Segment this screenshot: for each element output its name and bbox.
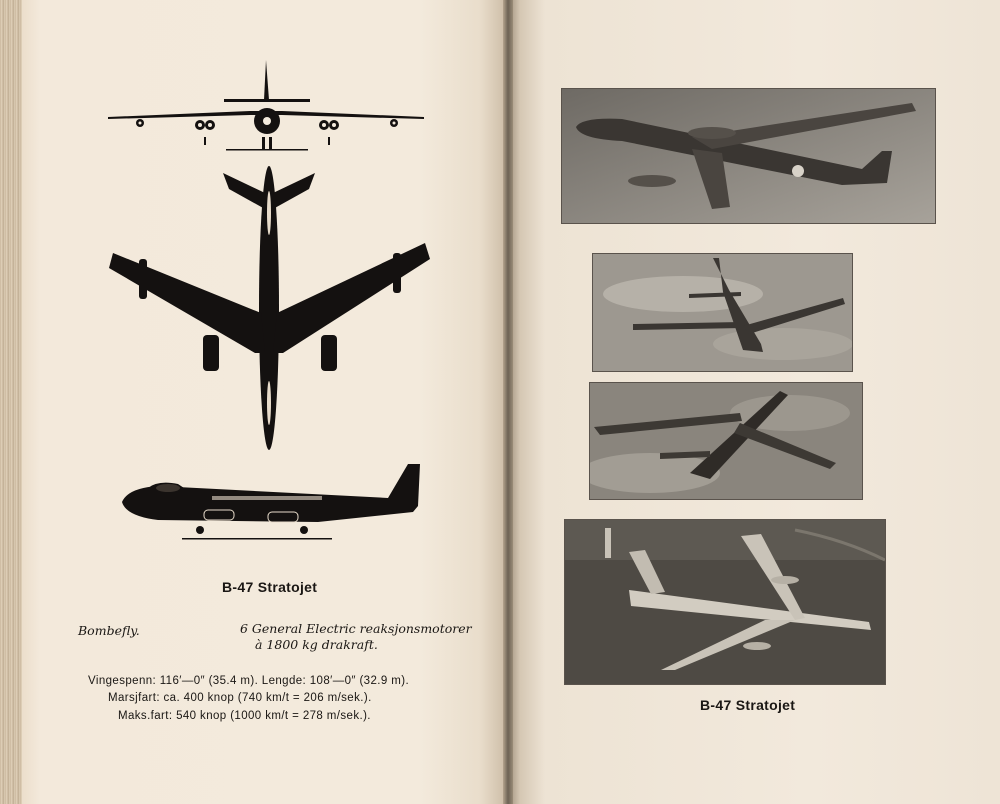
left-page-title: B-47 Stratojet: [222, 579, 318, 595]
top-view-silhouette: [105, 163, 435, 455]
photo-from-below: [592, 253, 853, 372]
photo-on-ground: [564, 519, 886, 685]
spec-cruise-speed: Marsjfart: ca. 400 knop (740 km/t = 206 m/sek.).: [108, 692, 372, 704]
spec-wingspan-length: Vingespenn: 116′—0″ (35.4 m). Lengde: 108′—0″ (32.9 m).: [88, 675, 410, 687]
side-view-silhouette: [118, 458, 428, 543]
engines-line-2: à 1800 kg drakraft.: [255, 637, 378, 652]
photo-inflight-side: [561, 88, 936, 224]
right-page-caption: B-47 Stratojet: [700, 697, 796, 713]
engines-line-1: 6 General Electric reaksjonsmotorer: [240, 621, 472, 636]
page-edges: [0, 0, 22, 804]
front-view-silhouette: [100, 55, 430, 155]
spec-max-speed: Maks.fart: 540 knop (1000 km/t = 278 m/sek.).: [118, 710, 371, 722]
photo-banking-turn: [589, 382, 863, 500]
book-gutter: [503, 0, 513, 804]
aircraft-type-label: Bombefly.: [78, 623, 140, 638]
